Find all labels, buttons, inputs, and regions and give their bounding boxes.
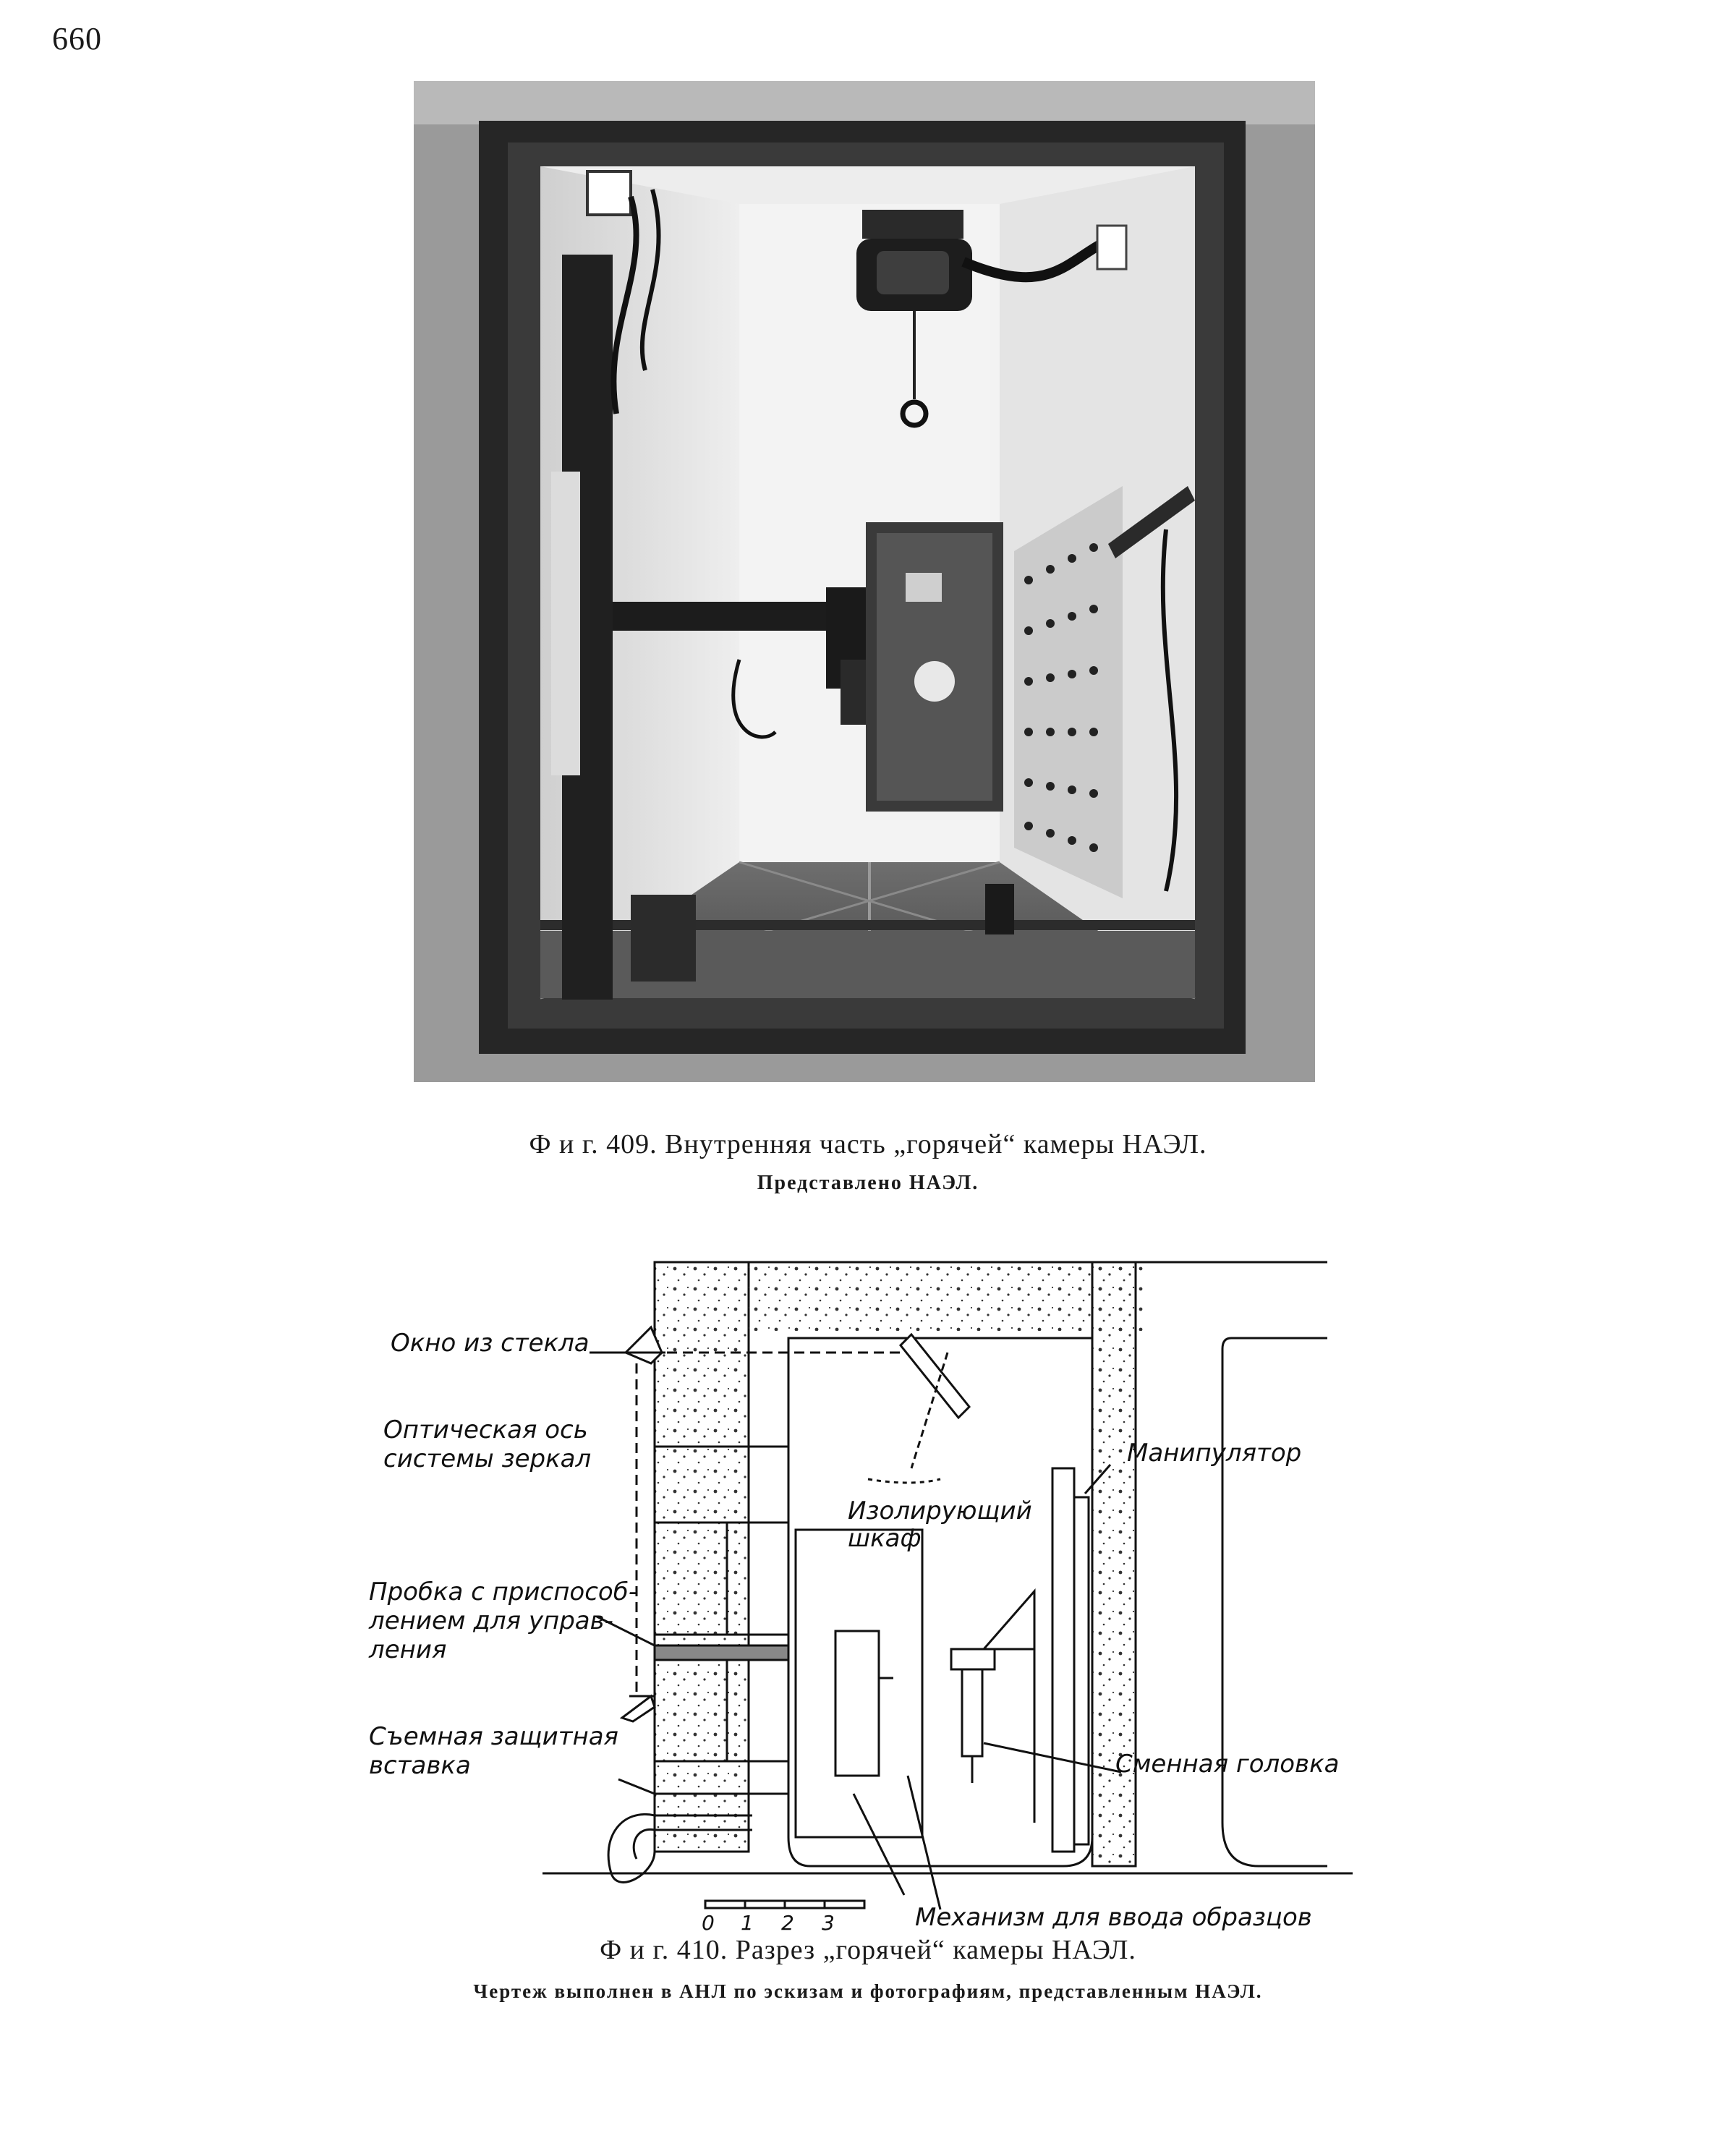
figure-410-credit: Чертеж выполнен в АНЛ по эскизам и фотографиям, представленным НАЭЛ.	[473, 1980, 1263, 2002]
label-optical-axis-1: Оптическая ось	[383, 1415, 588, 1444]
label-cabinet-1: Изолирующий	[848, 1496, 1032, 1525]
page-number: 660	[52, 21, 102, 56]
hot-cell-section-drawing	[347, 1244, 1389, 1953]
label-mechanism: Механизм для ввода образцов	[915, 1903, 1312, 1932]
label-manipulator: Манипулятор	[1127, 1439, 1302, 1468]
figure-410-caption: Ф и г. 410. Разрез „горячей“ камеры НАЭЛ.	[600, 1935, 1136, 1965]
label-insert-2: вставка	[369, 1751, 471, 1780]
label-plug-1: Пробка с приспособ-	[369, 1577, 637, 1606]
label-optical-axis-2: системы зеркал	[383, 1444, 592, 1473]
scale-tick-1: 1	[741, 1911, 754, 1935]
scale-tick-0: 0	[702, 1911, 715, 1935]
scale-tick-3: 3	[822, 1911, 835, 1935]
hot-cell-interior-photo	[414, 81, 1315, 1082]
label-insert-1: Съемная защитная	[369, 1722, 619, 1751]
scale-tick-2: 2	[781, 1911, 794, 1935]
label-head: Сменная головка	[1115, 1750, 1340, 1779]
figure-409-credit: Представлено НАЭЛ.	[757, 1172, 979, 1194]
label-plug-2: лением для управ-	[369, 1606, 613, 1635]
label-cabinet-2: шкаф	[848, 1524, 922, 1553]
figure-409-caption: Ф и г. 409. Внутренняя часть „горячей“ камеры НАЭЛ.	[529, 1129, 1207, 1159]
label-plug-3: ления	[369, 1635, 447, 1664]
label-window: Окно из стекла	[391, 1329, 590, 1358]
